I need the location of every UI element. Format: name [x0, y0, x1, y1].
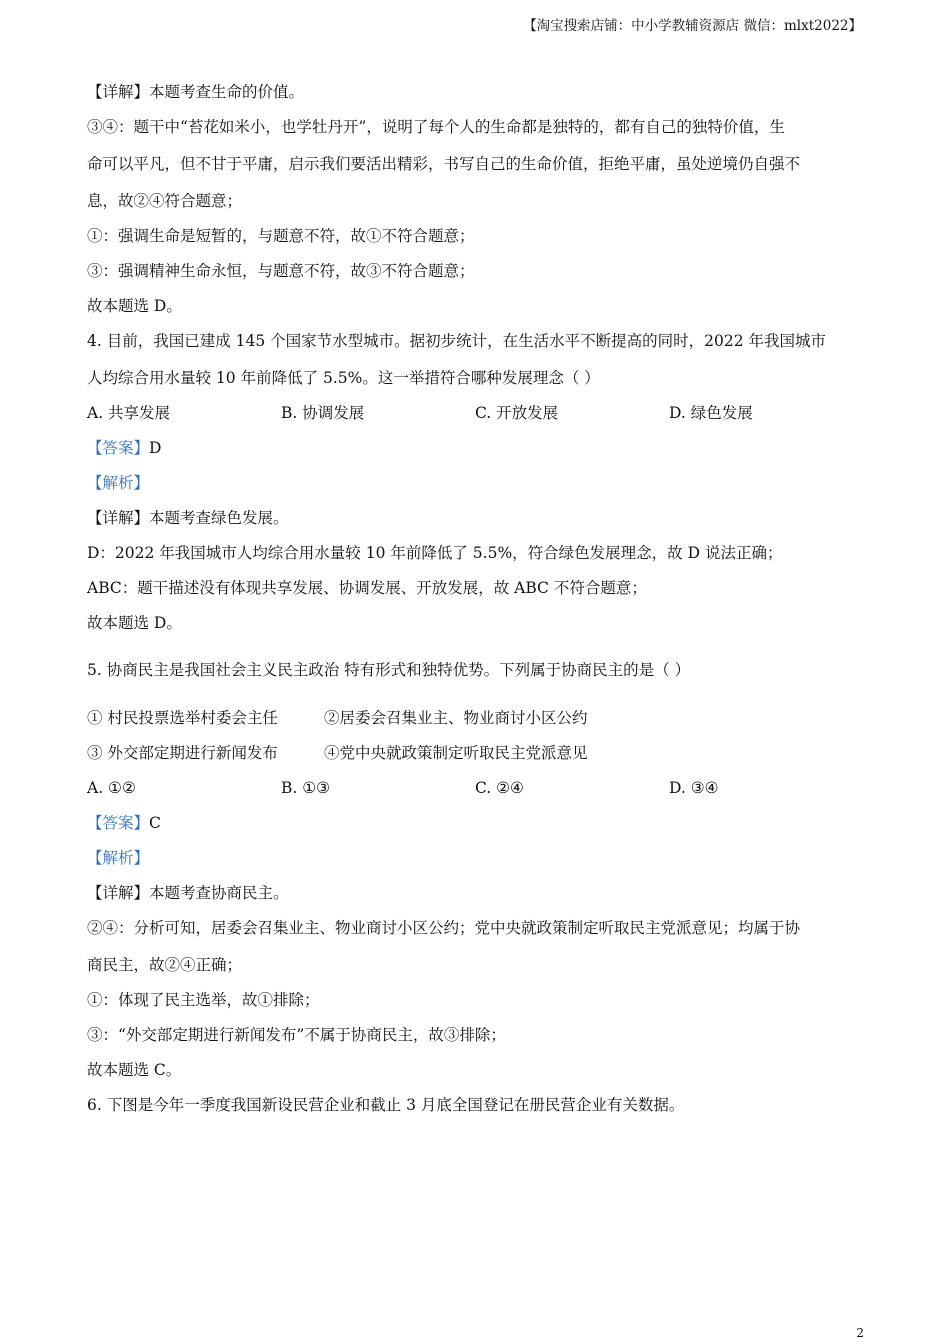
- q6-stem: 6. 下图是今年一季度我国新设民营企业和截止 3 月底全国登记在册民营企业有关数据。: [87, 1096, 685, 1114]
- q5-answer: [87, 812, 161, 834]
- q4-answer-label: 【答案】: [87, 439, 150, 457]
- q4-option-d-note: D：2022 年我国城市人均综合用水量较 10 年前降低了 5.5%，符合绿色发展理念，故 D 说法正确；: [87, 544, 783, 562]
- q4-answer-value: D: [149, 439, 162, 457]
- q4-option-c: C. 开放发展: [475, 404, 559, 422]
- q3-detail: 【详解】本题考查生命的价值。: [87, 83, 305, 101]
- q5-analysis-label: 【解析】: [87, 849, 150, 867]
- q4-option-a: A. 共享发展: [87, 404, 171, 422]
- q5-item-4: ④党中央就政策制定听取民主党派意见: [324, 744, 588, 762]
- q3-explanation-line: 息，故②④符合题意；: [87, 192, 243, 210]
- q5-item-2: ②居委会召集业主、物业商讨小区公约: [324, 709, 588, 727]
- q4-stem-line: 4. 目前，我国已建成 145 个国家节水型城市。据初步统计，在生活水平不断提高的同时，2022 年我国城市: [87, 332, 827, 350]
- q5-explanation-line: ②④：分析可知，居委会召集业主、物业商讨小区公约；党中央就政策制定听取民主党派意见；均属于协: [87, 919, 801, 937]
- q5-conclusion: 故本题选 C。: [87, 1061, 182, 1079]
- q5-option-b: B. ①③: [281, 779, 331, 797]
- q4-answer: [87, 437, 161, 459]
- q5-option-a: A. ①②: [87, 779, 136, 797]
- q5-option-d: D. ③④: [669, 779, 719, 797]
- q5-item-1: ① 村民投票选举村委会主任: [87, 709, 278, 727]
- q5-option-3-note: ③：“外交部定期进行新闻发布”不属于协商民主，故③排除；: [87, 1026, 506, 1044]
- q5-option-1-note: ①：体现了民主选举，故①排除；: [87, 991, 320, 1009]
- q3-explanation-line: ③④：题干中“苔花如米小，也学牡丹开”，说明了每个人的生命都是独特的，都有自己的独特价值，生: [87, 118, 785, 136]
- q5-answer-label: 【答案】: [87, 814, 150, 832]
- q5-stem: 5. 协商民主是我国社会主义民主政治 特有形式和独特优势。下列属于协商民主的是（ ）: [87, 661, 691, 679]
- q3-option-3-note: ③：强调精神生命永恒，与题意不符，故③不符合题意；: [87, 262, 475, 280]
- q5-explanation-line: 商民主，故②④正确；: [87, 956, 243, 974]
- q5-option-c: C. ②④: [475, 779, 524, 797]
- page-header: 【淘宝搜索店铺：中小学教辅资源店 微信：mlxt2022】: [523, 18, 862, 34]
- q3-conclusion: 故本题选 D。: [87, 297, 182, 315]
- q5-item-3: ③ 外交部定期进行新闻发布: [87, 744, 278, 762]
- q3-explanation-line: 命可以平凡，但不甘于平庸，启示我们要活出精彩，书写自己的生命价值，拒绝平庸，虽处逆境仍自强不: [87, 155, 801, 173]
- q4-detail: 【详解】本题考查绿色发展。: [87, 509, 289, 527]
- q4-option-d: D. 绿色发展: [669, 404, 753, 422]
- q4-analysis-label: 【解析】: [87, 474, 150, 492]
- q5-detail: 【详解】本题考查协商民主。: [87, 884, 289, 902]
- q4-conclusion: 故本题选 D。: [87, 614, 182, 632]
- q5-answer-value: C: [149, 814, 161, 832]
- q4-option-b: B. 协调发展: [281, 404, 365, 422]
- q4-option-abc-note: ABC：题干描述没有体现共享发展、协调发展、开放发展，故 ABC 不符合题意；: [87, 579, 647, 597]
- q4-stem-line: 人均综合用水量较 10 年前降低了 5.5%。这一举措符合哪种发展理念（ ）: [87, 369, 600, 387]
- page-number: 2: [856, 1326, 864, 1340]
- q3-option-1-note: ①：强调生命是短暂的，与题意不符，故①不符合题意；: [87, 227, 475, 245]
